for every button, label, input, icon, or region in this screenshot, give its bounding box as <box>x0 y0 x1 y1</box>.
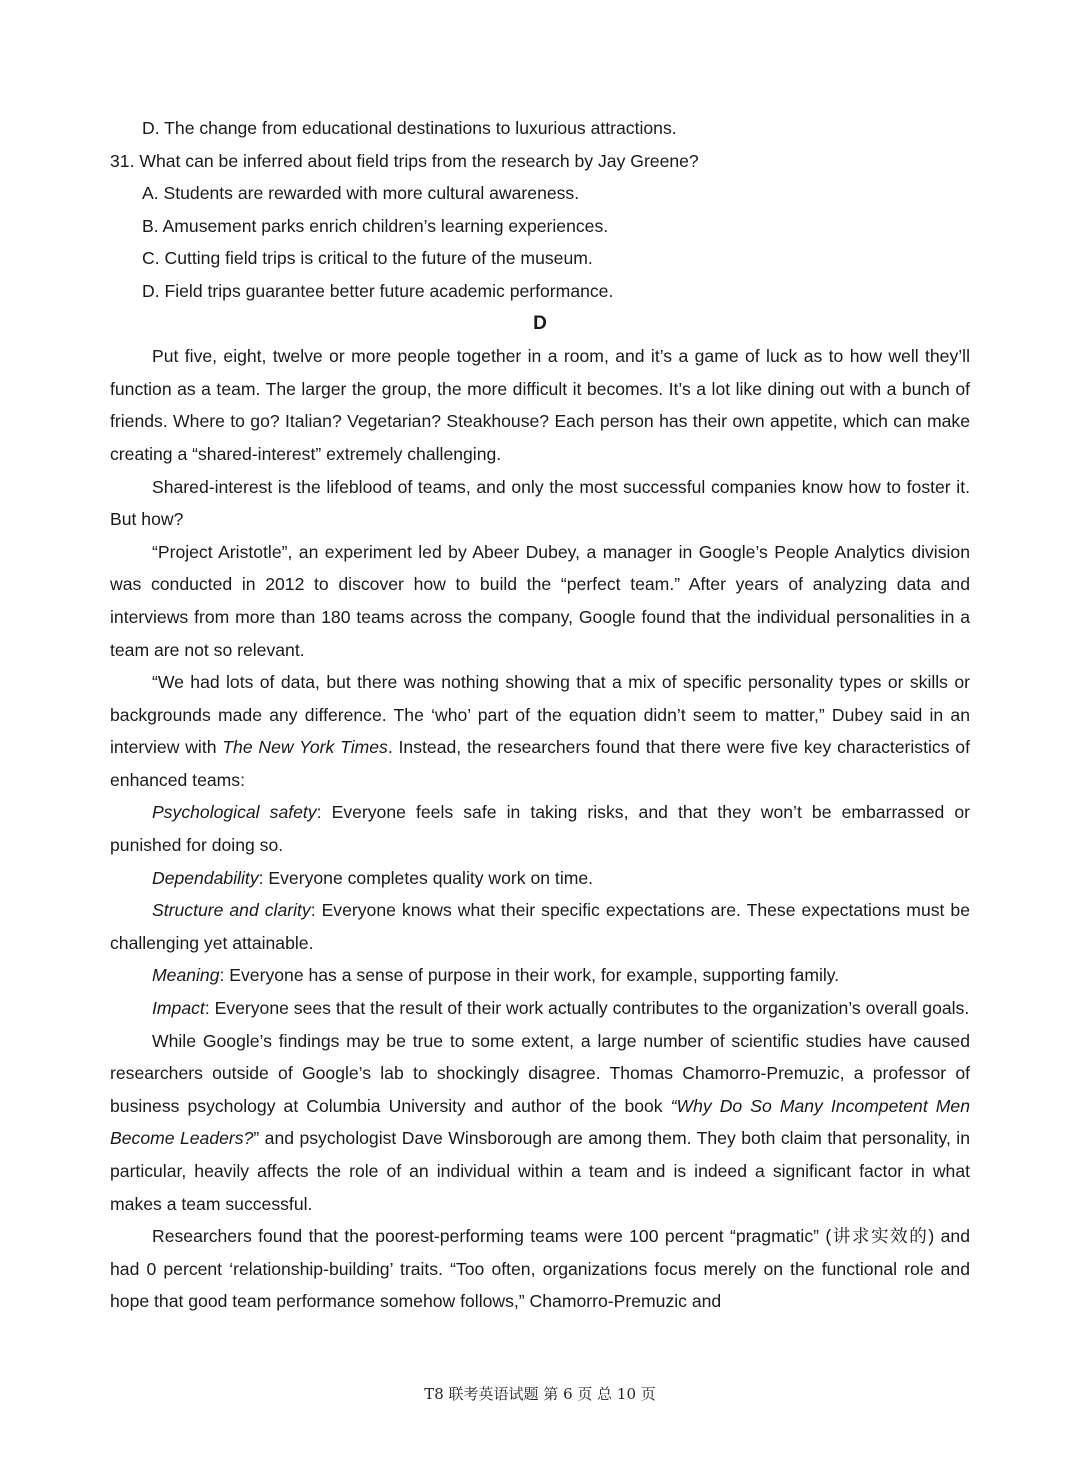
characteristic-term: Impact <box>152 998 205 1019</box>
passage-paragraph-1: Put five, eight, twelve or more people together in a room, and it’s a game of luck as to how well they’ll function as a team. The larger the group, the more difficult it becomes. It’s a lot like dining out with a bunch of friends. Where to go? Italian? Vegetarian? Steakhouse? Each person has their own appetite, which can make creating a “shared-interest” extremely challenging. <box>110 346 970 464</box>
characteristic-term: Structure and clarity <box>152 900 311 921</box>
paragraph-5-text-a: While Google’s findings may be true to some extent, a large number of scientific studies have caused researchers outside of Google’s lab to shockingly disagree. Thomas Chamorro-Premuzic, a professor of business psychology at Columbia University and author of the book <box>110 1030 970 1116</box>
newspaper-title: The New York Times <box>222 737 388 758</box>
section-heading: D <box>533 312 547 334</box>
characteristic-impact <box>110 992 970 1025</box>
passage-paragraph-5 <box>110 1025 970 1221</box>
characteristic-term: Meaning <box>152 965 220 986</box>
q31-option-b: B. Amusement parks enrich children’s learning experiences. <box>142 215 609 236</box>
q31-option-c: C. Cutting field trips is critical to the future of the museum. <box>142 248 593 269</box>
characteristic-psychological-safety <box>110 796 970 861</box>
characteristic-term: Psychological safety <box>152 802 317 823</box>
q30-option-d: D. The change from educational destinations to luxurious attractions. <box>142 118 677 138</box>
characteristic-text: : Everyone has a sense of purpose in their work, for example, supporting family. <box>219 965 840 986</box>
characteristic-term: Dependability <box>152 867 259 888</box>
passage-paragraph-6: Researchers found that the poorest-performing teams were 100 percent “pragmatic” (讲求实效的) and had 0 percent ‘relationship-building’ traits. “Too often, organizations focus merely on the functional role and hope that good team performance somehow follows,” Chamorro-Premuzic and <box>110 1226 970 1312</box>
q31-option-a: A. Students are rewarded with more cultural awareness. <box>142 183 580 204</box>
passage-paragraph-3: “Project Aristotle”, an experiment led by Abeer Dubey, a manager in Google’s People Analytics division was conducted in 2012 to discover how to build the “perfect team.” After years of analyzing data and interviews from more than 180 teams across the company, Google found that the individual personalities in a team are not so relevant. <box>110 541 970 660</box>
q31-question: 31. What can be inferred about field trips from the research by Jay Greene? <box>110 150 699 171</box>
exam-page-body <box>110 112 970 1318</box>
characteristic-text: : Everyone knows what their specific expectations are. These expectations must be challenging yet attainable. <box>110 900 970 953</box>
passage-paragraph-2: Shared-interest is the lifeblood of teams, and only the most successful companies know how to foster it. But how? <box>110 476 970 530</box>
characteristic-text: : Everyone feels safe in taking risks, and that they won’t be embarrassed or punished for doing so. <box>110 802 970 856</box>
characteristic-text: : Everyone completes quality work on time. <box>258 867 594 888</box>
q31-option-d: D. Field trips guarantee better future academic performance. <box>142 280 614 301</box>
book-title: “Why Do So Many Incompetent Men Become Leaders? <box>110 1095 970 1149</box>
characteristic-text: : Everyone sees that the result of their work actually contributes to the organization’s overall goals. <box>204 998 970 1019</box>
paragraph-5-text-b: ” and psychologist Dave Winsborough are among them. They both claim that personality, in particular, heavily affects the role of an individual within a team and is indeed a significant factor in what makes a team successful. <box>110 1128 970 1214</box>
characteristic-structure-clarity <box>110 894 970 959</box>
passage-paragraph-4 <box>110 666 970 796</box>
page-footer: T8 联考英语试题 第 6 页 总 10 页 <box>424 1385 656 1403</box>
paragraph-4-text-a: “We had lots of data, but there was nothing showing that a mix of specific personality types or skills or backgrounds made any difference. The ‘who’ part of the equation didn’t seem to matter,” Dubey said in an interview with <box>110 672 970 758</box>
characteristic-dependability <box>110 862 970 895</box>
paragraph-4-text-b: . Instead, the researchers found that there were five key characteristics of enhanced teams: <box>110 737 970 790</box>
characteristic-meaning <box>110 959 970 992</box>
